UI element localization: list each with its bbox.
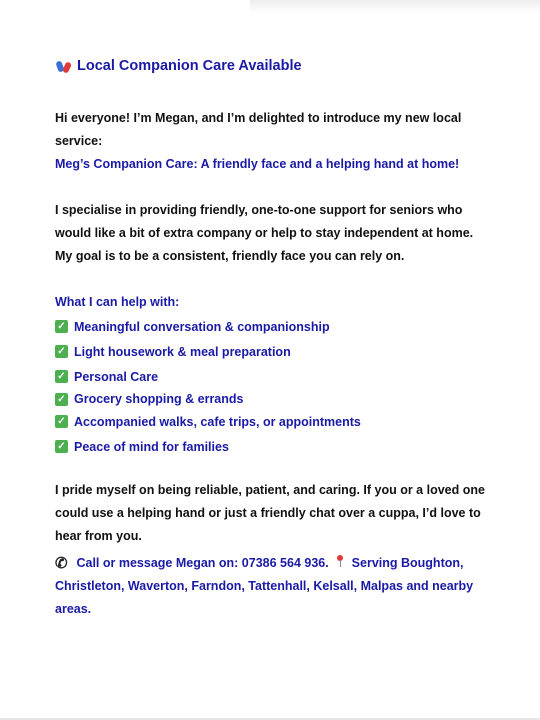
list-item — [55, 389, 485, 409]
list-item-label: Meaningful conversation & companionship — [74, 319, 330, 334]
intro-text: Hi everyone! I’m Megan, and I’m delighted to introduce my new local service: — [55, 111, 462, 148]
list-item — [55, 434, 485, 459]
list-item-label: Grocery shopping & errands — [74, 392, 244, 406]
list-item-label: Personal Care — [74, 369, 159, 384]
list-item-label: Light housework & meal preparation — [74, 344, 291, 359]
check-mark-icon: ✓ — [55, 440, 68, 453]
check-mark-icon: ✓ — [55, 415, 68, 428]
list-item — [55, 364, 485, 389]
top-shadow — [250, 0, 540, 14]
check-mark-icon: ✓ — [55, 393, 68, 406]
pride-text: I pride myself on being reliable, patient, and caring. If you or a loved one could use a helping hand or just a friendly chat over a cuppa, I’d love to hear from you. — [55, 483, 485, 543]
contact-call: Call or message Megan on: 07386 564 936. — [76, 556, 329, 570]
check-mark-icon: ✓ — [55, 320, 68, 333]
tagline-text: Meg’s Companion Care: A friendly face and a helping hand at home! — [55, 157, 460, 171]
list-item-label: Accompanied walks, cafe trips, or appointments — [74, 414, 361, 429]
list-item — [55, 339, 485, 364]
contact-text — [55, 552, 485, 621]
list-item — [55, 409, 485, 434]
pill-icon — [55, 58, 73, 74]
check-mark-icon: ✓ — [55, 345, 68, 358]
list-item — [55, 314, 485, 339]
contact-area: Serving Boughton, Christleton, Waverton, Farndon, Tattenhall, Kelsall, Malpas and nearby areas. — [55, 556, 474, 616]
location-pin-icon — [334, 555, 346, 568]
post-title-text: Local Companion Care Available — [77, 58, 302, 74]
phone-icon: ✆ — [55, 555, 68, 572]
post-content — [55, 58, 485, 634]
specialise-text: I specialise in providing friendly, one-to-one support for seniors who would like a bit of extra company or help to stay independent at home. My goal is to be a consistent, friendly face you can rely on. — [55, 203, 474, 263]
check-mark-icon: ✓ — [55, 370, 68, 383]
post-title — [55, 58, 485, 74]
list-item-label: Peace of mind for families — [74, 439, 229, 454]
help-heading: What I can help with: — [55, 295, 180, 309]
help-checklist — [55, 314, 485, 459]
